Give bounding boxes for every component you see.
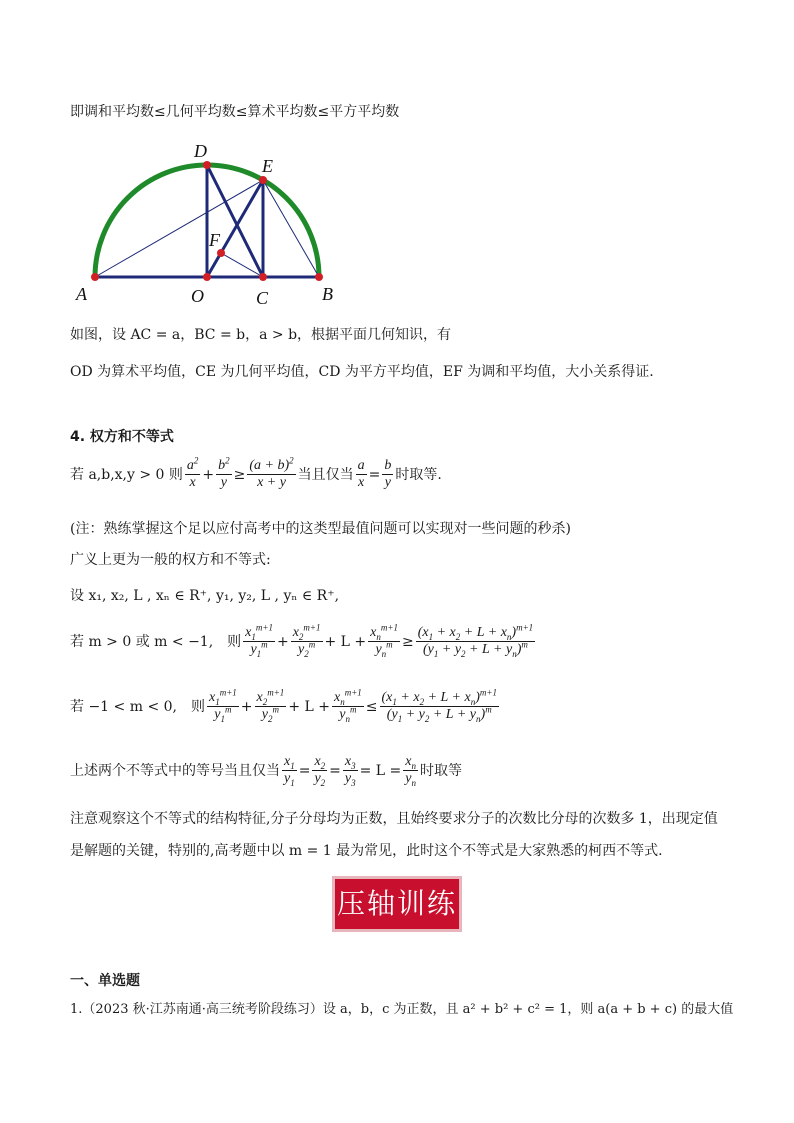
frac-b2-y: $\frac{b^2}{y}$ (218, 455, 230, 490)
banner-press-axis-training: 压轴训练 (335, 879, 459, 929)
point-O (203, 273, 211, 281)
line1-mid: 当且仅当 (297, 466, 354, 483)
line1-prefix: 若 a,b,x,y > 0 则 (70, 466, 183, 483)
section4-setup: 设 x₁, x₂, L , xₙ ∈ R⁺, y₁, y₂, L , yₙ ∈ R⁺, (70, 588, 340, 604)
case1-prefix: 若 m > 0 或 m < −1, 则 (70, 633, 242, 650)
point-D (203, 161, 211, 169)
point-E (259, 176, 267, 184)
point-B (315, 273, 323, 281)
label-C: C (256, 288, 269, 308)
point-C (259, 273, 267, 281)
frac-b-y: $\frac{b}{y}$ (384, 458, 392, 490)
frac-sum: $\frac{(a + b)^2}{x + y}$ (249, 455, 294, 490)
frac-a-x: $\frac{a}{x}$ (357, 458, 365, 490)
geometry-figure (70, 140, 350, 310)
frac-a2-x: $\frac{a^2}{x}$ (186, 455, 199, 490)
section4-title: 4. 权方和不等式 (70, 429, 174, 445)
case1-line: 若 m > 0 或 m < −1, 则 $\frac{x_1^{m+1}}{y_1^m}$ + $\frac{x_2^{m+1}}{y_2^m}$ + L + $\frac{x_n^{m+1}}{y_n^m}$ ≥ $\frac{(x_1 + x_2 + L + x_n)^{m+1}}{(y_1 + y_2 + L + y_n)^m}$ (70, 622, 534, 659)
label-F: F (209, 230, 220, 250)
line1-suffix: 时取等. (395, 466, 442, 483)
section4-line1: 若 a,b,x,y > 0 则 $\frac{a^2}{x}$ + $\frac{b^2}{y}$ ≥ $\frac{(a + b)^2}{x + y}$ 当且仅当 $\frac{a}{x}$ = $\frac{b}{y}$ 时取等. (70, 455, 442, 490)
question-1: 1.（2023 秋·江苏南通·高三统考阶段练习）设 a，b，c 为正数，且 a² + b² + c² = 1，则 a(a + b + c) 的最大值 (70, 1002, 734, 1017)
intro-line: 即调和平均数≤几何平均数≤算术平均数≤平方平均数 (70, 104, 400, 120)
point-F (217, 249, 225, 257)
case2-line: 若 −1 < m < 0, 则 $\frac{x_1^{m+1}}{y_1^m}$ + $\frac{x_2^{m+1}}{y_2^m}$ + L + $\frac{x_n^{m+1}}{y_n^m}$ ≤ $\frac{(x_1 + x_2 + L + x_n)^{m+1}}{(y_1 + y_2 + L + y_n)^m}$ (70, 687, 497, 724)
label-E: E (262, 156, 273, 176)
remark-line1: 注意观察这个不等式的结构特征,分子分母均为正数，且始终要求分子的次数比分母的次数多 1，出现定值 (70, 811, 718, 827)
point-A (91, 273, 99, 281)
para-conclusion: OD 为算术平均值，CE 为几何平均值，CD 为平方平均值，EF 为调和平均值，大小关系得证. (70, 364, 654, 380)
section4-note: (注：熟练掌握这个足以应付高考中的这类型最值问题可以实现对一些问题的秒杀) (70, 521, 571, 537)
single-choice-heading: 一、单选题 (70, 973, 140, 989)
para-setup: 如图，设 AC = a，BC = b，a > b，根据平面几何知识，有 (70, 327, 452, 343)
section4-general: 广义上更为一般的权方和不等式: (70, 552, 271, 568)
equality-line: 上述两个不等式中的等号当且仅当 $\frac{x_1}{y_1}$ = $\frac{x_2}{y_2}$ = $\frac{x_3}{y_3}$ = L = $\frac{x_n}{y_n}$ 时取等 (70, 754, 463, 788)
remark-line2: 是解题的关键，特别的,高考题中以 m = 1 最为常见，此时这个不等式是大家熟悉的柯西不等式. (70, 843, 663, 859)
label-D: D (194, 141, 207, 161)
equality-prefix: 上述两个不等式中的等号当且仅当 (70, 762, 280, 779)
label-B: B (322, 284, 333, 304)
case2-prefix: 若 −1 < m < 0, 则 (70, 698, 205, 715)
equality-suffix: 时取等 (420, 762, 463, 779)
label-A: A (76, 284, 87, 304)
label-O: O (191, 286, 204, 306)
